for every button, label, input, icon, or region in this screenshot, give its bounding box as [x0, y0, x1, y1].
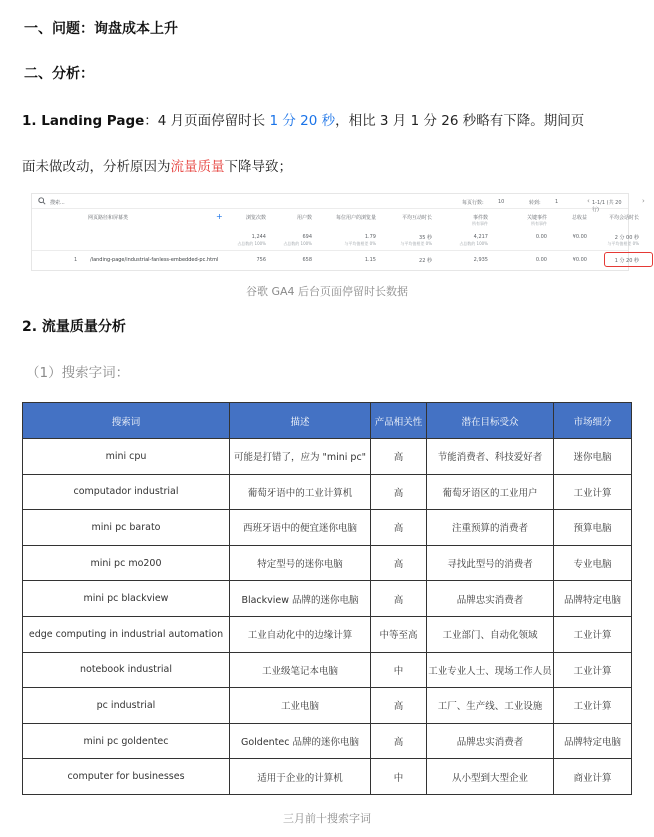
search-icon: [38, 197, 46, 205]
ga4-total-value: 4,217: [473, 234, 488, 240]
table-cell: mini cpu: [23, 439, 230, 475]
table-cell: 适用于企业的计算机: [230, 759, 371, 795]
caption-table: 三月前十搜索字词: [283, 812, 371, 825]
table-cell: pc industrial: [23, 688, 230, 724]
para-text-3: 面未做改动，分析原因为: [22, 159, 171, 175]
table-cell: computer for businesses: [23, 759, 230, 795]
caption-ga4: 谷歌 GA4 后台页面停留时长数据: [245, 285, 409, 298]
table-cell: 高: [371, 723, 427, 759]
table-cell: computador industrial: [23, 474, 230, 510]
prev-page-icon[interactable]: ‹: [587, 197, 590, 205]
rows-per-page-select[interactable]: 10: [498, 199, 505, 205]
table-cell: 品牌特定电脑: [554, 581, 632, 617]
goto-label: 转到:: [529, 200, 541, 206]
landing-page-label: 1. Landing Page: [22, 113, 145, 129]
table-cell: 工业计算: [554, 474, 632, 510]
table-cell: edge computing in industrial automation: [23, 616, 230, 652]
paragraph-line-1: [22, 109, 634, 129]
para-text-4: 下降导致；: [224, 159, 292, 175]
ga4-row-value: 1.15: [364, 257, 376, 263]
table-cell: 工业专业人士、现场工作人员: [427, 652, 554, 688]
ga4-total-sub: 占总数的 100%: [283, 241, 312, 246]
ga4-total-value: 1.79: [364, 234, 376, 240]
table-header-cell: 描述: [230, 403, 371, 439]
ga4-total-sub: 占总数的 100%: [459, 241, 488, 246]
table-row: [23, 688, 632, 724]
table-header-cell: 市场细分: [554, 403, 632, 439]
ga4-total-value: 2 分 00 秒: [614, 235, 639, 241]
ga4-col-header: 事件数: [472, 215, 488, 221]
table-cell: 高: [371, 474, 427, 510]
table-cell: 高: [371, 581, 427, 617]
heading-search-terms: （1）搜索字词：: [26, 365, 130, 381]
ga4-row-value: 2,935: [473, 257, 488, 263]
table-cell: 工业自动化中的边缘计算: [230, 616, 371, 652]
table-row: [23, 759, 632, 795]
ga4-toolbar: [32, 194, 645, 213]
table-header-cell: 产品相关性: [371, 403, 427, 439]
table-cell: 品牌特定电脑: [554, 723, 632, 759]
ga4-total-sub: 与平均值相差 0%: [607, 241, 639, 246]
goto-input[interactable]: 1: [555, 199, 559, 205]
table-row: [23, 510, 632, 546]
table-row: [23, 581, 632, 617]
ga4-col-header: 平均互动时长: [401, 215, 432, 221]
table-row: [23, 616, 632, 652]
table-cell: Blackview 品牌的迷你电脑: [230, 581, 371, 617]
ga4-col-header: 平均会话时长: [608, 215, 639, 221]
table-cell: 葡萄牙语中的工业计算机: [230, 474, 371, 510]
heading-analysis: 二、分析：: [24, 66, 94, 82]
ga4-total-value: 1,244: [251, 234, 266, 240]
ga4-row-index: 1: [74, 257, 78, 263]
ga4-total-value: ¥0.00: [572, 234, 587, 240]
ga4-row-value: 756: [256, 257, 266, 263]
table-cell: 葡萄牙语区的工业用户: [427, 474, 554, 510]
table-cell: 工业计算: [554, 616, 632, 652]
ga4-row-value: 658: [302, 257, 312, 263]
table-cell: 节能消费者、科技爱好者: [427, 439, 554, 475]
pagination-text: 1-1/1 (共 20 行): [592, 200, 622, 213]
table-cell: 预算电脑: [554, 510, 632, 546]
table-cell: 商业计算: [554, 759, 632, 795]
table-cell: 品牌忠实消费者: [427, 581, 554, 617]
para-text-1: ：4 月页面停留时长: [144, 113, 270, 129]
table-cell: 特定型号的迷你电脑: [230, 545, 371, 581]
ga4-total-value: 0.00: [535, 234, 547, 240]
table-header-cell: 潜在目标受众: [427, 403, 554, 439]
table-cell: 工业计算: [554, 652, 632, 688]
table-cell: 可能是打错了，应为 "mini pc": [230, 439, 371, 475]
table-cell: mini pc blackview: [23, 581, 230, 617]
table-cell: 品牌忠实消费者: [427, 723, 554, 759]
ga4-search-input[interactable]: 搜索...: [50, 200, 65, 206]
table-cell: mini pc goldentec: [23, 723, 230, 759]
table-cell: 高: [371, 510, 427, 546]
table-cell: 高: [371, 545, 427, 581]
ga4-total-sub: 占总数的 100%: [237, 241, 266, 246]
table-cell: 工业计算: [554, 688, 632, 724]
highlight-box: [604, 252, 653, 267]
ga4-total-value: 35 秒: [419, 235, 432, 241]
table-row: [23, 545, 632, 581]
table-header-cell: 搜索词: [23, 403, 230, 439]
ga4-col-subheader: 所有事件: [531, 221, 547, 226]
table-cell: 专业电脑: [554, 545, 632, 581]
table-cell: 工厂、生产线、工业设施: [427, 688, 554, 724]
table-cell: 工业部门、自动化领域: [427, 616, 554, 652]
table-row: [23, 439, 632, 475]
table-cell: 中: [371, 759, 427, 795]
table-cell: 中: [371, 652, 427, 688]
ga4-row-divider: [32, 250, 628, 251]
ga4-row-value: 0.00: [535, 257, 547, 263]
ga4-row-value: 22 秒: [419, 258, 432, 264]
paragraph-line-2: [22, 155, 634, 175]
table-cell: 寻找此型号的消费者: [427, 545, 554, 581]
para-text-2: ，相比 3 月 1 分 26 秒略有下降。期间页: [335, 113, 585, 129]
table-row: [23, 474, 632, 510]
table-row: [23, 723, 632, 759]
table-cell: 高: [371, 439, 427, 475]
dimension-header[interactable]: 网页路径和屏幕类: [88, 215, 129, 221]
heading-problem: 一、问题：询盘成本上升: [24, 21, 178, 37]
table-cell: Goldentec 品牌的迷你电脑: [230, 723, 371, 759]
highlight-time: 1 分 20 秒: [269, 113, 336, 129]
ga4-col-header: 总收益: [571, 215, 587, 221]
table-cell: 迷你电脑: [554, 439, 632, 475]
table-cell: 工业电脑: [230, 688, 371, 724]
next-page-icon[interactable]: ›: [642, 197, 645, 205]
search-terms-table: [22, 402, 632, 795]
table-cell: 中等至高: [371, 616, 427, 652]
table-header-row: [23, 403, 632, 439]
ga4-total-sub: 与平均值相差 0%: [344, 241, 376, 246]
highlight-cause: 流量质量: [170, 159, 225, 175]
table-cell: notebook industrial: [23, 652, 230, 688]
ga4-col-header: 关键事件: [526, 215, 547, 221]
ga4-row-value: ¥0.00: [572, 257, 587, 263]
rows-per-page-label: 每页行数:: [462, 200, 484, 206]
ga4-total-sub: 与平均值相差 0%: [400, 241, 432, 246]
table-cell: 高: [371, 688, 427, 724]
ga4-row-path[interactable]: /landing-page/industrial-fanless-embedded-pc.html: [90, 257, 219, 263]
table-cell: 从小型到大型企业: [427, 759, 554, 795]
ga4-col-header: 每位用户的浏览量: [335, 215, 376, 221]
ga4-col-subheader: 所有事件: [472, 221, 488, 226]
ga4-total-value: 694: [302, 234, 312, 240]
add-dimension-icon[interactable]: +: [216, 212, 223, 221]
table-cell: mini pc barato: [23, 510, 230, 546]
table-cell: 工业级笔记本电脑: [230, 652, 371, 688]
ga4-col-header: 浏览次数: [245, 215, 266, 221]
ga4-report-screenshot: [31, 193, 645, 271]
ga4-row-value: 1 分 20 秒: [614, 258, 639, 264]
table-cell: 西班牙语中的便宜迷你电脑: [230, 510, 371, 546]
table-cell: 注重预算的消费者: [427, 510, 554, 546]
ga4-col-header: 用户数: [296, 215, 312, 221]
table-cell: mini pc mo200: [23, 545, 230, 581]
heading-quality: 2. 流量质量分析: [22, 319, 126, 335]
table-row: [23, 652, 632, 688]
